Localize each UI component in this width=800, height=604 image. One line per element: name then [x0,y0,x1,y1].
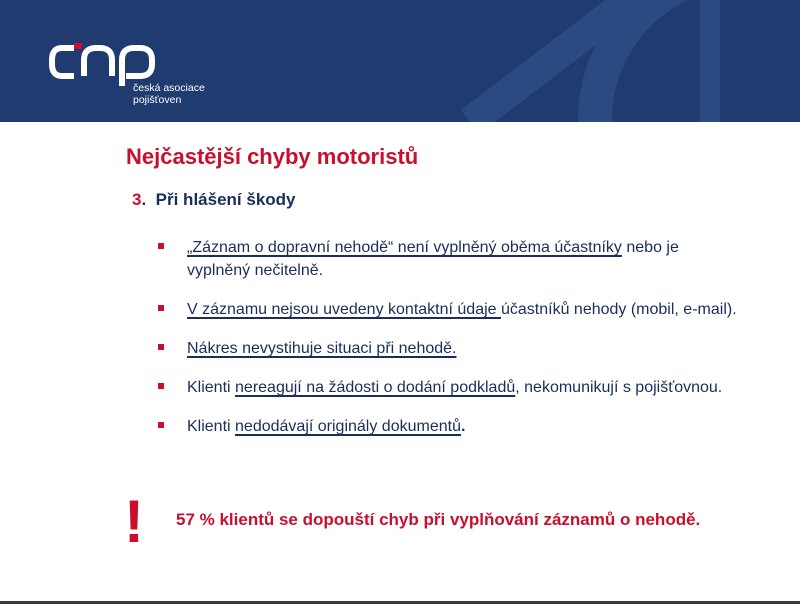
item-prefix: Klienti [187,379,236,396]
exclamation-icon: ! [124,488,144,555]
logo-caption [133,82,205,106]
item-text: nebo je vyplněný nečitelně. [187,239,679,279]
logo-line-2: pojišťoven [133,94,182,106]
item-underlined-text: nereagují na žádosti o dodání podkladů [235,379,516,396]
section-number: 3 [132,190,142,209]
item-prefix: Klienti [187,418,236,435]
header-banner [0,0,800,122]
bullet-icon [158,383,164,389]
list-item [158,298,738,321]
section-separator: . [141,190,147,209]
bullet-icon [158,344,164,350]
item-underlined-text: nedodávají originály dokumentů [235,418,461,435]
item-underlined-text: V záznamu nejsou uvedeny kontaktní údaje [187,301,501,318]
bullet-icon [158,243,164,249]
item-underlined-text: „Záznam o dopravní nehodě“ není vyplněný oběma účastníky [187,239,622,256]
list-item [158,337,738,360]
item-text: . [460,418,466,435]
cap-logo [48,42,160,86]
issue-list [158,236,738,438]
bullet-icon [158,422,164,428]
bullet-icon [158,305,164,311]
logo-line-1: česká asociace [133,82,205,94]
slide-title: Nejčastější chyby motoristů [126,144,419,169]
list-item [158,415,738,438]
list-item [158,236,738,282]
item-text: účastníků nehody (mobil, e-mail). [500,301,737,318]
section-heading [132,190,296,210]
list-item [158,376,738,399]
warning-note: 57 % klientů se dopouští chyb při vyplňování záznamů o nehodě. [176,510,701,529]
section-label: Při hlášení škody [155,190,296,209]
item-underlined-text: Nákres nevystihuje situaci při nehodě. [187,340,457,357]
item-text: , nekomunikují s pojišťovnou. [515,379,723,396]
